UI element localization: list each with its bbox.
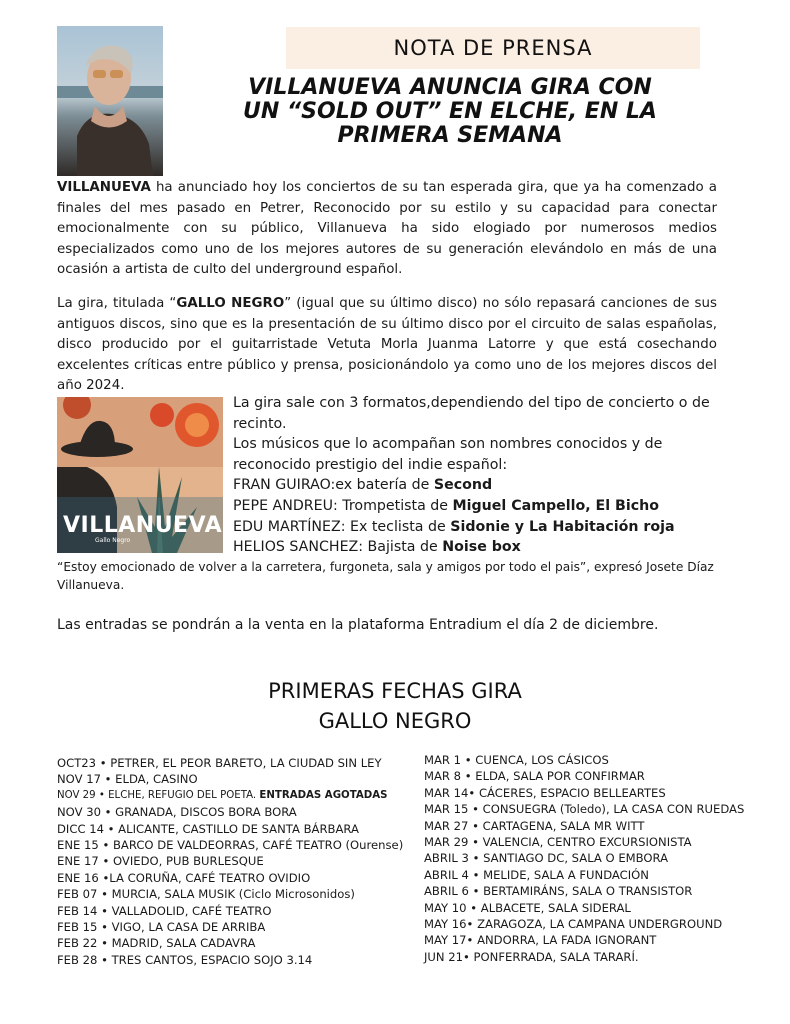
musician-desc: Ex teclista de xyxy=(345,518,451,535)
musician-row xyxy=(233,475,713,496)
musician-name: PEPE ANDREU: xyxy=(233,497,338,514)
tour-date: NOV 17 • ELDA, CASINO xyxy=(57,772,198,787)
tour-date: MAR 27 • CARTAGENA, SALA MR WITT xyxy=(424,818,645,833)
musician-row xyxy=(233,537,713,558)
tour-date: FEB 22 • MADRID, SALA CADAVRA xyxy=(57,936,256,951)
tour-paragraph xyxy=(57,294,717,397)
tour-date: ENE 16 •LA CORUÑA, CAFÉ TEATRO OVIDIO xyxy=(57,870,311,885)
musician-name: EDU MARTÍNEZ: xyxy=(233,518,346,535)
headline-line: PRIMERA SEMANA xyxy=(337,123,563,148)
musician-band: Second xyxy=(433,477,493,494)
press-release-badge xyxy=(286,27,700,69)
artist-name: VILLANUEVA xyxy=(57,180,151,195)
tour-date: ENE 17 • OVIEDO, PUB BURLESQUE xyxy=(57,854,264,869)
tour-date: MAR 8 • ELDA, SALA POR CONFIRMAR xyxy=(424,769,645,784)
tour-date: MAR 29 • VALENCIA, CENTRO EXCURSIONISTA xyxy=(424,834,692,849)
tour-date: JUN 21• PONFERRADA, SALA TARARÍ. xyxy=(424,949,639,964)
tour-dates-title-line: GALLO NEGRO xyxy=(318,709,472,733)
tour-date: NOV 30 • GRANADA, DISCOS BORA BORA xyxy=(57,805,297,820)
tour-date: FEB 07 • MURCIA, SALA MUSIK (Ciclo Microsonidos) xyxy=(57,887,355,902)
musicians-intro: Los músicos que lo acompañan son nombres conocidos y de reconocido prestigio del indie español: xyxy=(233,436,663,473)
musician-name: FRAN GUIRAO: xyxy=(233,477,336,494)
tour-date: ENE 15 • BARCO DE VALDEORRAS, CAFÉ TEATRO (Ourense) xyxy=(57,837,404,852)
artist-quote: “Estoy emocionado de volver a la carretera, furgoneta, sala y amigos por todo el pais”, expresó Josete Díaz Villanueva. xyxy=(57,560,714,592)
musician-name: HELIOS SANCHEZ: xyxy=(233,539,364,556)
tour-name: GALLO NEGRO xyxy=(176,296,285,311)
musician-band: Noise box xyxy=(442,539,521,556)
intro-text: ha anunciado hoy los conciertos de su tan esperada gira, que ya ha comenzado a finales del mes pasado en Petrer, Reconocido por su estilo y su capacidad para conectar emocionalmente con su público, Villanueva ha sido elogiado por numerosos medios especializados como uno de los mejores autores de su generación elevándolo en más de una ocasión a artista de culto del underground español. xyxy=(57,180,717,277)
tour-dates-right xyxy=(424,752,744,965)
musician-row xyxy=(233,517,713,538)
formats-text: La gira sale con 3 formatos,dependiendo del tipo de concierto o de recinto. xyxy=(233,395,710,432)
tour-dates-title-line: PRIMERAS FECHAS GIRA xyxy=(268,679,522,703)
intro-paragraph xyxy=(57,178,717,281)
tour-date: MAY 17• ANDORRA, LA FADA IGNORANT xyxy=(424,933,657,948)
tour-date: ABRIL 6 • BERTAMIRÁNS, SALA O TRANSISTOR xyxy=(424,884,693,899)
sold-out-label: ENTRADAS AGOTADAS xyxy=(259,789,388,801)
tour-date: MAY 16• ZARAGOZA, LA CAMPANA UNDERGROUND xyxy=(424,916,723,931)
headline-line: UN “SOLD OUT” EN ELCHE, EN LA xyxy=(243,99,657,124)
tour-date-text: NOV 29 • ELCHE, REFUGIO DEL POETA. xyxy=(57,789,257,801)
musician-row xyxy=(233,496,713,517)
tour-date: ABRIL 3 • SANTIAGO DC, SALA O EMBORA xyxy=(424,851,669,866)
musician-desc: Trompetista de xyxy=(337,497,453,514)
album-cover-subtitle: Gallo Negro xyxy=(95,537,131,544)
tour-date: DICC 14 • ALICANTE, CASTILLO DE SANTA BÁRBARA xyxy=(57,821,359,836)
tour-date: MAR 1 • CUENCA, LOS CÁSICOS xyxy=(424,753,609,767)
tour-date: OCT23 • PETRER, EL PEOR BARETO, LA CIUDAD SIN LEY xyxy=(57,756,382,770)
headline xyxy=(190,76,710,148)
tour-text-after: ” (igual que su último disco) no sólo repasará canciones de sus antiguos discos, sino que es la presentación de su último disco por el circuito de salas españolas, disco producido por el guitarristade Vetuta Morla Juanma Latorre y que está cosechando excelentes críticas entre público y prensa, posicionándolo ya como uno de los mejores discos del año 2024. xyxy=(57,296,718,393)
musicians-block xyxy=(233,393,713,558)
tour-date: FEB 14 • VALLADOLID, CAFÉ TEATRO xyxy=(57,903,272,918)
album-cover xyxy=(57,397,223,553)
musician-desc: ex batería de xyxy=(335,477,434,494)
headline-line: VILLANUEVA ANUNCIA GIRA CON xyxy=(248,75,652,100)
musician-band: Miguel Campello, El Bicho xyxy=(452,497,659,514)
tour-dates-title xyxy=(190,676,600,736)
musician-band: Sidonie y La Habitación roja xyxy=(450,518,675,535)
tour-date: FEB 15 • VIGO, LA CASA DE ARRIBA xyxy=(57,919,266,934)
tour-dates-left xyxy=(57,755,403,968)
tour-date xyxy=(57,788,403,804)
tickets-info: Las entradas se pondrán a la venta en la plataforma Entradium el día 2 de diciembre. xyxy=(57,617,659,633)
tour-date: MAR 15 • CONSUEGRA (Toledo), LA CASA CON RUEDAS xyxy=(424,802,745,817)
tour-date: FEB 28 • TRES CANTOS, ESPACIO SOJO 3.14 xyxy=(57,952,313,967)
tour-date: ABRIL 4 • MELIDE, SALA A FUNDACIÓN xyxy=(424,867,649,882)
artist-photo xyxy=(57,26,163,176)
press-release-label: NOTA DE PRENSA xyxy=(393,36,593,60)
musician-desc: Bajista de xyxy=(363,539,443,556)
tour-date: MAY 10 • ALBACETE, SALA SIDERAL xyxy=(424,900,631,915)
tour-text-before: La gira, titulada “ xyxy=(57,296,177,311)
album-cover-title: VILLANUEVA xyxy=(63,513,223,538)
tour-date: MAR 14• CÁCERES, ESPACIO BELLEARTES xyxy=(424,785,666,800)
